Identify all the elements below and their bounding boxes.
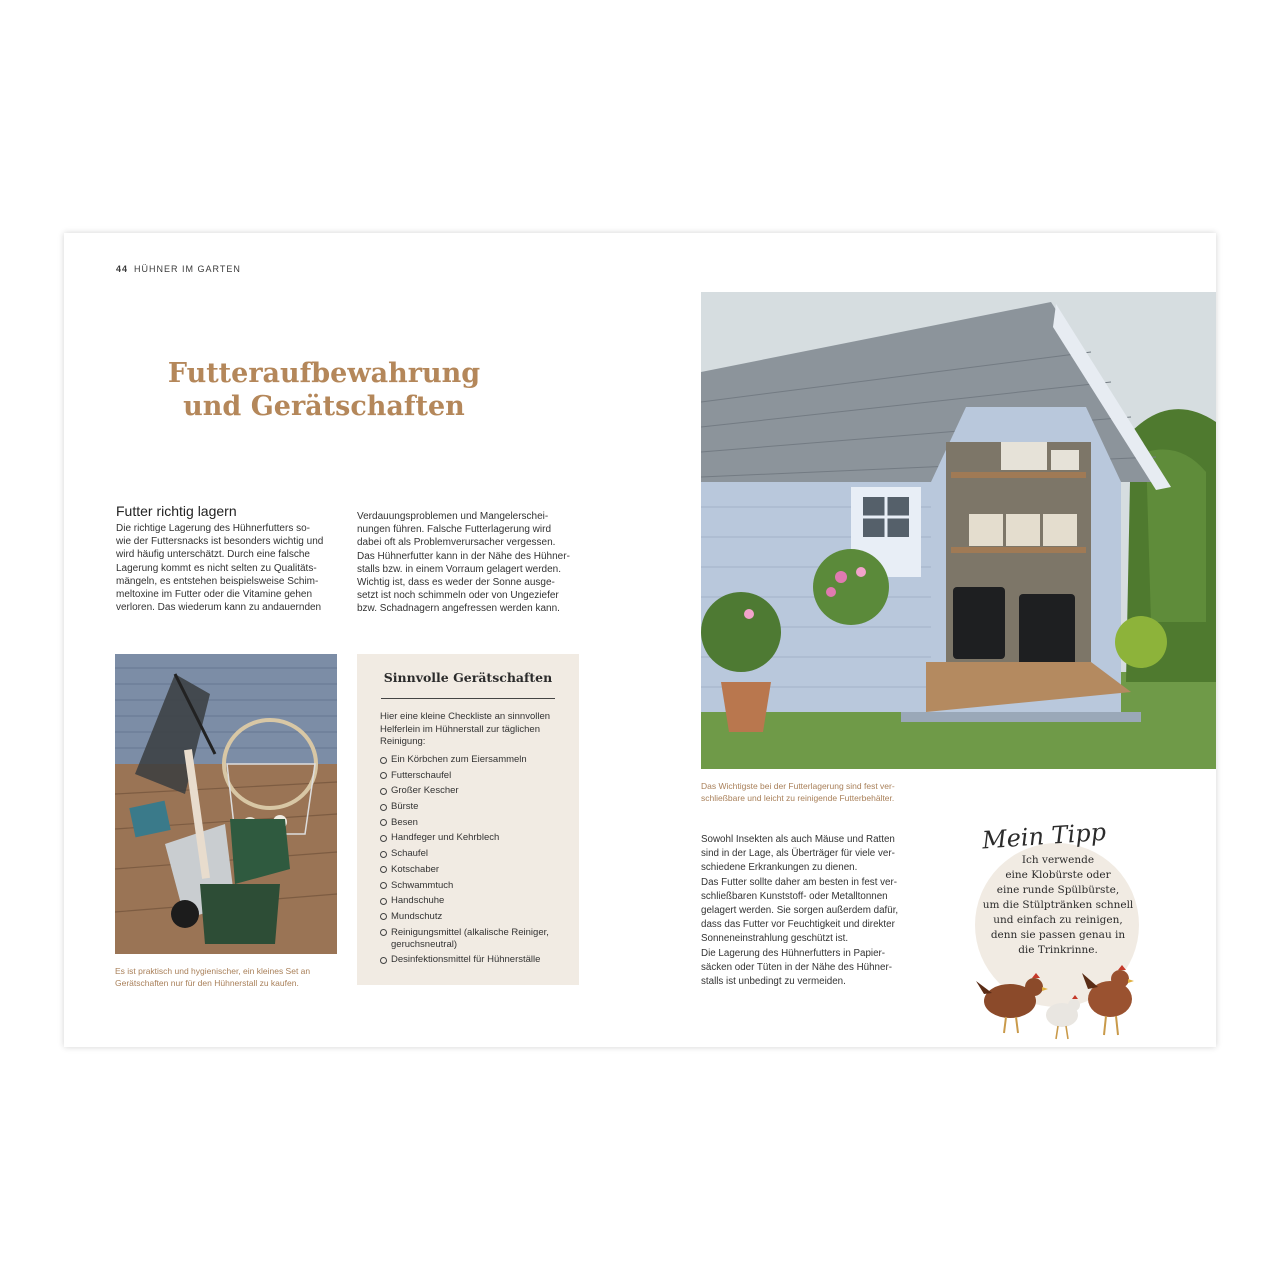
bullet-circle-icon <box>380 819 387 826</box>
item-text: Bürste <box>391 801 419 813</box>
white-hen-icon <box>1046 995 1080 1039</box>
text-line: schließbaren Kunststoff- oder Metalltonnen <box>701 890 888 902</box>
checklist-intro <box>380 711 560 749</box>
section-title: HÜHNER IM GARTEN <box>134 264 241 274</box>
bullet-circle-icon <box>380 757 387 764</box>
tip-line: und einfach zu reinigen, <box>993 914 1123 926</box>
text-line: Das Futter sollte daher am besten in fest ver- <box>701 876 898 888</box>
hen-icon <box>1082 965 1134 1035</box>
checklist <box>380 754 570 970</box>
intro-line: Hier eine kleine Checkliste an sinnvollen <box>380 711 551 722</box>
text-line: dass das Futter vor Feuchtigkeit und direkter <box>701 919 895 931</box>
headline-line-2: und Gerätschaften <box>183 391 465 422</box>
body-column-2 <box>357 510 583 616</box>
bullet-circle-icon <box>380 957 387 964</box>
bullet-circle-icon <box>380 772 387 779</box>
tip-line: denn sie passen genau in <box>990 929 1126 941</box>
bullet-circle-icon <box>380 866 387 873</box>
checklist-item <box>380 927 570 951</box>
item-text: Großer Kescher <box>391 785 459 797</box>
text-line: schiedene Erkrankungen zu dienen. <box>701 862 858 874</box>
intro-line: Reinigung: <box>380 736 426 747</box>
body-column-1 <box>116 522 342 614</box>
bullet-circle-icon <box>380 913 387 920</box>
text-line: stalls bzw. in einem Vorraum gelagert werden. <box>357 563 561 575</box>
book-spread <box>64 233 1216 1047</box>
text-line: setzt ist noch schimmeln oder von Ungeziefer <box>357 590 559 602</box>
subheading: Futter richtig lagern <box>116 503 237 519</box>
shed-photo-caption <box>701 780 941 804</box>
bullet-circle-icon <box>380 851 387 858</box>
tip-line: eine runde Spülbürste, <box>996 884 1120 896</box>
text-line: Verdauungsproblemen und Mangelerschei- <box>357 511 549 522</box>
hen-icon <box>976 973 1048 1033</box>
text-line: Die Lagerung des Hühnerfutters in Papier- <box>701 947 886 959</box>
checklist-item <box>380 895 570 907</box>
tools-photo-caption <box>115 965 345 989</box>
text-line: Sonneneinstrahlung geschützt ist. <box>701 933 849 945</box>
tip-bubble <box>972 817 1140 1031</box>
item-text: Futterschaufel <box>391 769 452 781</box>
running-header <box>116 264 241 274</box>
hens-illustration <box>962 949 1162 1045</box>
checklist-item <box>380 801 570 813</box>
text-line: Sowohl Insekten als auch Mäuse und Ratten <box>701 834 895 845</box>
text-line: wie der Futtersnacks ist besonders wichtig und <box>116 536 324 548</box>
tip-line: die Trinkrinne. <box>1018 944 1098 956</box>
text-line: gelagert werden. Sie sorgen außerdem dafür, <box>701 905 899 917</box>
bullet-circle-icon <box>380 882 387 889</box>
checklist-item <box>380 864 570 876</box>
checklist-item <box>380 785 570 797</box>
text-line: wird häufig unterschätzt. Durch eine falsche <box>116 549 310 561</box>
body-column-3 <box>701 833 921 989</box>
intro-line: Helferlein im Hühnerstall zur täglichen <box>380 723 540 735</box>
text-line: Die richtige Lagerung des Hühnerfutters so- <box>116 523 310 534</box>
tip-line: Ich verwende <box>1021 854 1095 866</box>
item-text: Handschuhe <box>391 895 445 907</box>
item-text: Schwammtuch <box>391 879 454 891</box>
checklist-item <box>380 911 570 923</box>
checklist-title: Sinnvolle Gerätschaften <box>383 670 553 685</box>
text-line: mängeln, es entstehen beispielsweise Schim- <box>116 575 319 587</box>
item-text: Schaufel <box>391 848 428 860</box>
item-text: Desinfektionsmittel für Hühnerställe <box>391 954 541 966</box>
text-line: säcken oder Tüten in der Nähe des Hühner- <box>701 961 892 973</box>
item-text: Besen <box>391 816 418 828</box>
text-line: Wichtig ist, dass es weder der Sonne ausge- <box>357 577 555 589</box>
checklist-divider <box>381 698 555 699</box>
page-headline <box>124 357 524 423</box>
bullet-circle-icon <box>380 835 387 842</box>
tip-line: um die Stülptränken schnell <box>982 899 1134 911</box>
item-text: Kotschaber <box>391 863 440 875</box>
text-line: Lagerung kommt es nicht selten zu Qualitäts- <box>116 562 317 574</box>
checklist-item <box>380 770 570 782</box>
checklist-item <box>380 817 570 829</box>
item-text: Reinigungsmittel (alkalische Reiniger, <box>391 926 549 938</box>
tools-photo <box>115 654 337 954</box>
headline-line-1: Futteraufbewahrung <box>167 358 481 389</box>
checklist-item <box>380 880 570 892</box>
item-text: Handfeger und Kehrblech <box>391 832 500 844</box>
page-number: 44 <box>116 264 129 274</box>
text-line: verloren. Das wiederum kann zu andauernden <box>116 602 322 614</box>
text-line: meltoxine im Futter oder die Vitamine gehen <box>116 589 313 601</box>
tip-line: eine Klobürste oder <box>1005 869 1111 881</box>
caption-line: Das Wichtigste bei der Futterlagerung sind fest ver- <box>701 781 895 791</box>
bullet-circle-icon <box>380 929 387 936</box>
tip-title: Mein Tipp <box>981 817 1107 855</box>
checklist-item <box>380 754 570 766</box>
text-line: dabei oft als Problemverursacher vergessen. <box>357 537 556 549</box>
text-line: stalls ist unbedingt zu vermeiden. <box>701 976 846 988</box>
checklist-box <box>357 654 579 985</box>
bullet-circle-icon <box>380 804 387 811</box>
checklist-item <box>380 848 570 860</box>
item-text: Mundschutz <box>391 910 443 922</box>
tip-text <box>972 853 1144 958</box>
bullet-circle-icon <box>380 898 387 905</box>
checklist-item <box>380 954 570 966</box>
caption-line: schließbare und leicht zu reinigende Futterbehälter. <box>701 793 895 803</box>
bullet-circle-icon <box>380 788 387 795</box>
text-line: nungen führen. Falsche Futterlagerung wird <box>357 524 552 536</box>
text-line: Das Hühnerfutter kann in der Nähe des Hühner- <box>357 550 570 562</box>
item-text-continued: geruchsneutral) <box>391 938 458 950</box>
text-line: sind in der Lage, als Überträger für viele ver- <box>701 848 895 860</box>
caption-line: Gerätschaften nur für den Hühnerstall zu kaufen. <box>115 978 299 988</box>
text-line: bzw. Schadnagern angefressen werden kann. <box>357 603 560 615</box>
shed-photo <box>701 292 1216 769</box>
checklist-item <box>380 832 570 844</box>
caption-line: Es ist praktisch und hygienischer, ein kleines Set an <box>115 966 311 976</box>
item-text: Ein Körbchen zum Eiersammeln <box>391 754 527 765</box>
